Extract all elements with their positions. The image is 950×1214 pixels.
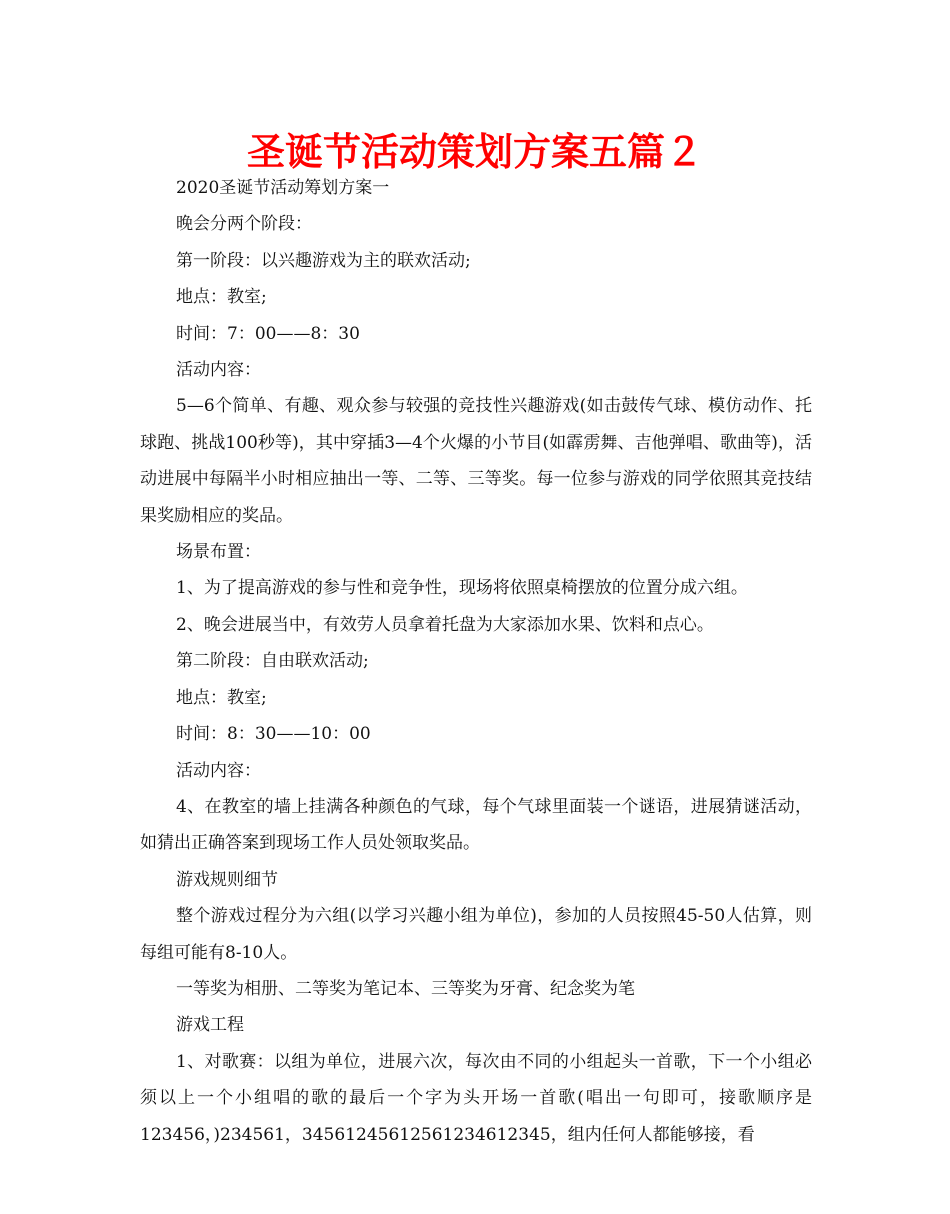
document-body	[140, 170, 812, 1153]
paragraph: 4、在教室的墙上挂满各种颜色的气球，每个气球里面装一个谜语，进展猜谜活动，如猜出正确答案到现场工作人员处领取奖品。	[140, 796, 812, 854]
document-title: 圣诞节活动策划方案五篇２	[246, 130, 703, 174]
paragraph: 时间：8：30——10：00	[176, 724, 371, 745]
paragraph: 晚会分两个阶段：	[176, 214, 312, 235]
paragraph: 一等奖为相册、二等奖为笔记本、三等奖为牙膏、纪念奖为笔	[176, 978, 635, 999]
paragraph: 游戏规则细节	[176, 869, 278, 890]
paragraph: 第一阶段：以兴趣游戏为主的联欢活动;	[176, 250, 471, 271]
paragraph: 2、晚会进展当中，有效劳人员拿着托盘为大家添加水果、饮料和点心。	[176, 614, 714, 635]
paragraph: 场景布置：	[176, 542, 261, 563]
paragraph: 第二阶段：自由联欢活动;	[176, 651, 369, 672]
paragraph: 游戏工程	[176, 1015, 244, 1036]
paragraph: 1、为了提高游戏的参与性和竞争性，现场将依照桌椅摆放的位置分成六组。	[176, 578, 748, 599]
paragraph: 时间：7：00——8：30	[176, 323, 360, 344]
paragraph: 地点：教室;	[176, 687, 267, 708]
paragraph: 活动内容：	[176, 360, 261, 381]
paragraph: 1、对歌赛：以组为单位，进展六次，每次由不同的小组起头一首歌，下一个小组必须以上一个小组唱的歌的最后一个字为头开场一首歌(唱出一句即可，接歌顺序是123456，)234561，3456124561256123461234​5，组内任何人都能够接，看	[140, 1051, 812, 1145]
paragraph: 整个游戏过程分为六组(以学习兴趣小组为单位)，参加的人员按照45-50人估算，则每组可能有8-10人。	[140, 906, 812, 963]
paragraph: 5—6个简单、有趣、观众参与较强的竞技性兴趣游戏(如击鼓传气球、模仿动作、托球跑、挑战100秒等)，其中穿插3—4个火爆的小节目(如霹雳舞、吉他弹唱、歌曲等)，活动进展中每隔半小时相应抽出一等、二等、三等奖。每一位参与游戏的同学依照其竞技结果奖励相应的奖品。	[140, 396, 812, 526]
paragraph: 2020圣诞节活动筹划方案一	[176, 178, 390, 198]
paragraph: 活动内容：	[176, 760, 261, 781]
paragraph: 地点：教室;	[176, 287, 267, 308]
